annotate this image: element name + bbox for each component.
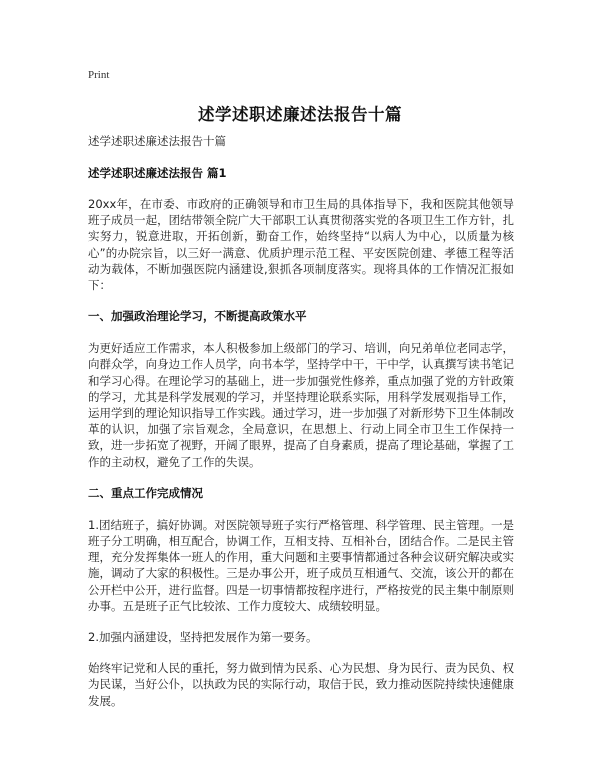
section1-paragraph: 为更好适应工作需求，本人积极参加上级部门的学习、培训，向兄弟单位老同志学，向群众学，向身边工作人员学，向书本学，坚持学中干，干中学，认真撰写读书笔记和学习心得。在理论学习的基础上，进一步加强党性修养，重点加强了党的方针政策的学习，尤其是科学发展观的学习，并坚持理论联系实际，用科学发展观指导工作，运用学到的理论知识指导工作实践。通过学习，进一步加强了对新形势下卫生体制改革的认识，加强了宗旨观念，全局意识，在思想上、行动上同全市卫生工作保持一致，进一步拓宽了视野，开阔了眼界，提高了自身素质，提高了理论基础，掌握了工作的主动权，避免了工作的失误。 — [88, 341, 514, 469]
page-title: 述学述职述廉述法报告十篇 — [198, 105, 402, 124]
print-label: Print — [88, 69, 110, 81]
section2-item1-paragraph: 1.团结班子，搞好协调。对医院领导班子实行严格管理、科学管理、民主管理。一是班子分工明确，相互配合，协调工作，互相支持、互相补台，团结合作。二是民主管理，充分发挥集体一班人的作用，重大问题和主要事情都通过各种会议研究解决或实施，调动了大家的积极性。三是办事公开，班子成员互相通气、交流，该公开的都在公开栏中公开，进行监督。四是一切事情都按程序进行，严格按党的民主集中制原则办事。五是班子正气比较浓、工作力度较大、成绩较明显。 — [88, 517, 514, 613]
section2-heading: 二、重点工作完成情况 — [88, 485, 203, 500]
section1-heading: 一、加强政治理论学习，不断提高政策水平 — [88, 309, 307, 324]
section2-item2-heading: 2.加强内涵建设，坚持把发展作为第一要务。 — [88, 630, 318, 645]
document-body — [88, 133, 514, 724]
intro-paragraph: 20xx年，在市委、市政府的正确领导和市卫生局的具体指导下，我和医院其他领导班子成员一起，团结带领全院广大干部职工认真贯彻落实党的各项卫生工作方针，扎实努力，锐意进取，开拓创新，勤奋工作，始终坚持“以病人为中心，以质量为核心”的办院宗旨，以三好一满意、优质护理示范工程、平安医院创建、孝德工程等活动为载体，不断加强医院内涵建设,狠抓各项制度落实。现将具体的工作情况汇报如下： — [88, 197, 514, 293]
section2-item2-paragraph: 始终牢记党和人民的重托，努力做到情为民系、心为民想、身为民行、责为民负、权为民谋，当好公仆，以执政为民的实际行动，取信于民，致力推动医院持续快速健康发展。 — [88, 661, 514, 708]
document-subtitle: 述学述职述廉述法报告十篇 — [88, 134, 226, 148]
document-heading: 述学述职述廉述法报告 篇1 — [88, 166, 227, 180]
